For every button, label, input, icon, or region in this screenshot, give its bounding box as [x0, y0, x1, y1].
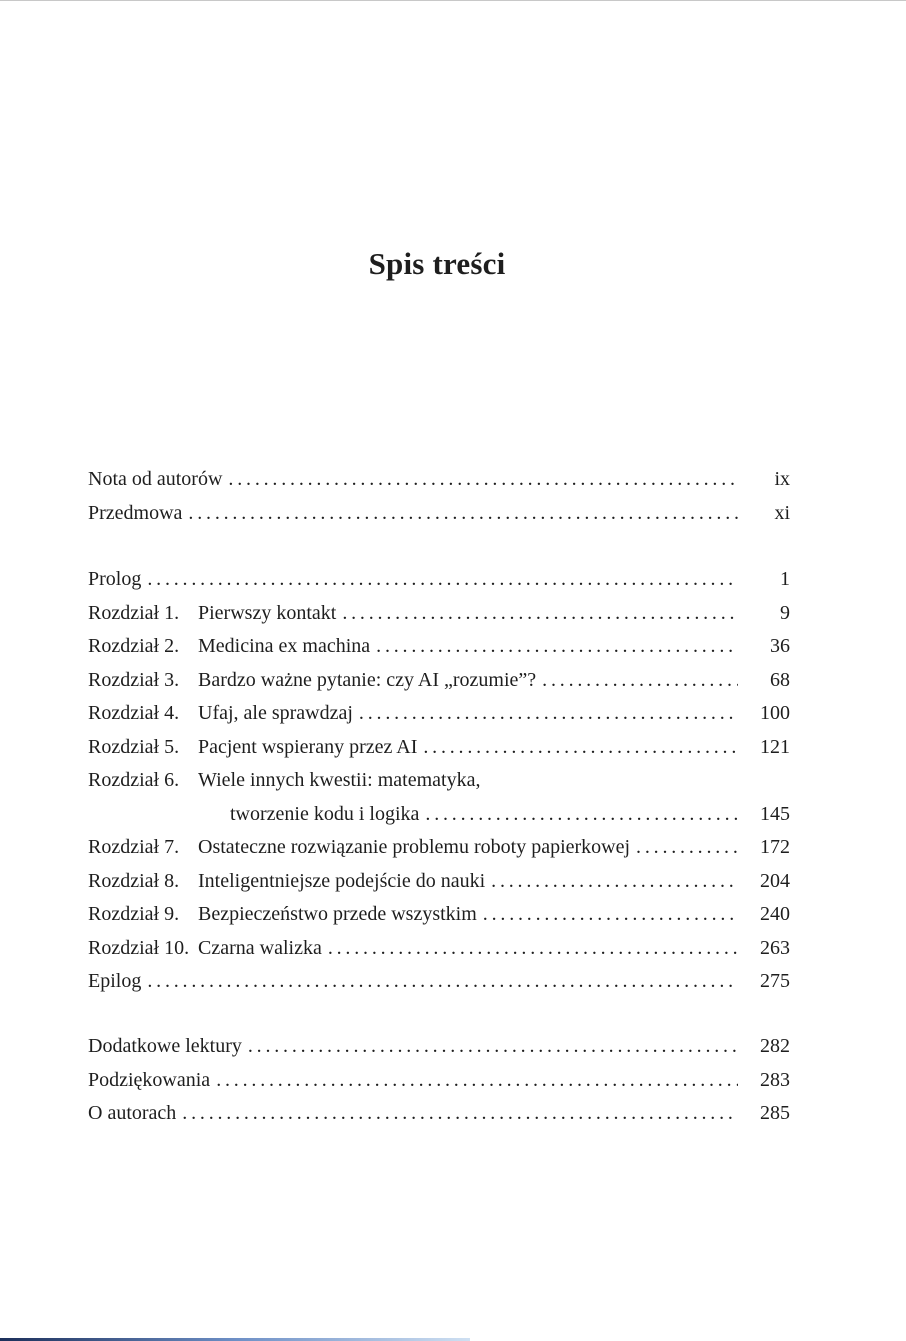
toc-entry — [88, 932, 790, 966]
entry-page: 68 — [770, 668, 790, 691]
toc-entry — [88, 664, 790, 698]
entry-label-continued: tworzenie kodu i logika — [230, 802, 420, 825]
chapter-number: Rozdział 2. — [88, 635, 180, 657]
dot-leader — [542, 664, 738, 698]
entry-page: 121 — [760, 735, 790, 758]
entry-label: Nota od autorów — [88, 468, 223, 490]
entry-label: Podziękowania — [88, 1068, 211, 1091]
entry-label: Medicina ex machina — [198, 635, 371, 657]
toc-back-matter — [88, 1030, 790, 1131]
scan-edge-top — [0, 0, 906, 1]
chapter-number: Rozdział 10. — [88, 936, 190, 959]
entry-page: xi — [774, 501, 790, 524]
entry-label: Czarna walizka — [198, 936, 322, 959]
dot-leader — [491, 865, 738, 899]
entry-page: 1 — [780, 568, 790, 590]
entry-label: Wiele innych kwestii: matematyka, — [198, 769, 481, 791]
toc-entry — [88, 1097, 790, 1131]
dot-leader — [425, 798, 738, 832]
toc-entry — [88, 731, 790, 765]
toc-entry — [88, 497, 790, 531]
toc-entry — [88, 865, 790, 899]
dot-leader — [182, 1097, 738, 1131]
page-title: Spis treści — [368, 246, 506, 281]
dot-leader — [483, 898, 738, 932]
dot-leader — [342, 597, 738, 631]
entry-page: 172 — [760, 836, 790, 858]
toc-chapters — [88, 563, 790, 999]
dot-leader — [423, 731, 738, 765]
entry-label: Prolog — [88, 568, 142, 590]
dot-leader — [636, 831, 738, 865]
toc-entry — [88, 697, 790, 731]
toc-front-matter — [88, 463, 790, 530]
dot-leader — [228, 463, 738, 497]
toc-entry — [88, 831, 790, 865]
entry-label: Inteligentniejsze podejście do nauki — [198, 869, 486, 892]
entry-page: 285 — [760, 1102, 790, 1124]
entry-label: Pierwszy kontakt — [198, 601, 337, 624]
entry-page: 100 — [760, 702, 790, 724]
entry-page: 282 — [760, 1035, 790, 1057]
chapter-number: Rozdział 1. — [88, 601, 180, 624]
toc-entry — [88, 463, 790, 497]
chapter-number: Rozdział 6. — [88, 769, 180, 791]
entry-page: 145 — [760, 802, 790, 825]
dot-leader — [328, 932, 738, 966]
toc-entry-continuation — [88, 798, 790, 832]
entry-label: O autorach — [88, 1102, 177, 1124]
dot-leader — [248, 1030, 738, 1064]
entry-label: Ufaj, ale sprawdzaj — [198, 702, 353, 724]
entry-label: Bardzo ważne pytanie: czy AI „rozumie”? — [198, 668, 537, 691]
toc-entry — [88, 630, 790, 664]
chapter-number: Rozdział 7. — [88, 836, 180, 858]
entry-label: Przedmowa — [88, 501, 183, 524]
entry-page: 36 — [770, 635, 790, 657]
entry-page: 263 — [760, 936, 790, 959]
entry-page: 9 — [780, 601, 790, 624]
toc-entry — [88, 1030, 790, 1064]
toc-entry — [88, 597, 790, 631]
chapter-number: Rozdział 3. — [88, 668, 180, 691]
entry-page: ix — [774, 468, 790, 490]
dot-leader — [216, 1064, 738, 1098]
entry-label: Bezpieczeństwo przede wszystkim — [198, 903, 477, 925]
toc-entry — [88, 1064, 790, 1098]
dot-leader — [359, 697, 738, 731]
dot-leader — [147, 965, 738, 999]
entry-page: 204 — [760, 869, 790, 892]
dot-leader — [147, 563, 738, 597]
chapter-number: Rozdział 5. — [88, 735, 180, 758]
entry-label: Dodatkowe lektury — [88, 1035, 242, 1057]
dot-leader — [376, 630, 738, 664]
chapter-number: Rozdział 4. — [88, 702, 180, 724]
toc-entry — [88, 563, 790, 597]
entry-label: Epilog — [88, 970, 142, 992]
dot-leader — [188, 497, 738, 531]
chapter-number: Rozdział 9. — [88, 903, 180, 925]
toc-entry — [88, 898, 790, 932]
toc-entry — [88, 764, 790, 798]
entry-page: 283 — [760, 1068, 790, 1091]
entry-label: Pacjent wspierany przez AI — [198, 735, 418, 758]
entry-label: Ostateczne rozwiązanie problemu roboty papierkowej — [198, 836, 631, 858]
entry-page: 275 — [760, 970, 790, 992]
toc-entry — [88, 965, 790, 999]
entry-page: 240 — [760, 903, 790, 925]
chapter-number: Rozdział 8. — [88, 869, 180, 892]
